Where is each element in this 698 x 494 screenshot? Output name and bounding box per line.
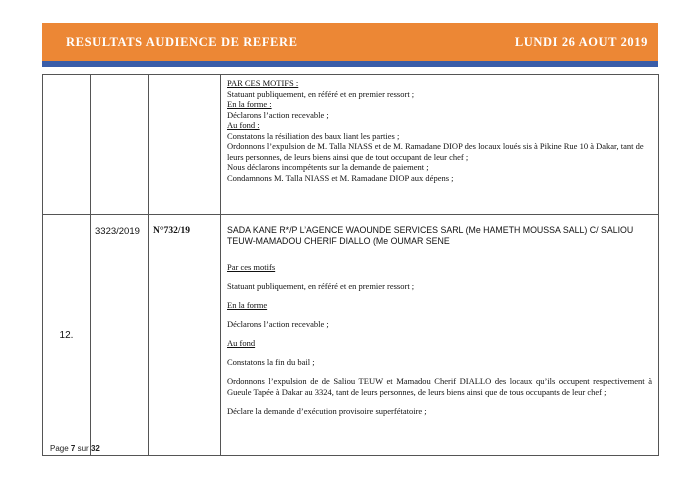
hearing-date: LUNDI 26 AOUT 2019 <box>514 34 648 49</box>
decision-text-cell <box>221 75 659 215</box>
decision-line: Ordonnons l’expulsion de de Saliou TEUW et Mamadou Cherif DIALLO des locaux qu’ils occupent respectivement à Gueule Tapée à Dakar au 3324, tant de leurs personnes, de leurs biens ainsi que de tous occupants de leur chef ; <box>227 376 652 397</box>
header-rule <box>42 61 658 67</box>
case-number-cell: 12. <box>43 215 91 456</box>
decision-line: Ordonnons l’expulsion de M. Talla NIASS et de M. Ramadane DIOP des locaux loués sis à Pikine Rue 10 à Dakar, tant de leurs personnes, de leurs biens ainsi que de tout occupant de leur chef ; <box>227 141 644 162</box>
footer-prefix: Page <box>50 444 69 453</box>
decision-line: Déclarons l’action recevable ; <box>227 109 329 120</box>
role-number-cell: 3323/2019 <box>91 215 149 456</box>
decision-line: Statuant publiquement, en référé et en premier ressort ; <box>227 281 415 291</box>
section-heading: PAR CES MOTIFS : <box>227 78 299 88</box>
decision-line: Constatons la fin du bail ; <box>227 357 315 367</box>
results-table <box>42 74 659 456</box>
footer-sep: sur <box>77 444 89 453</box>
ordonnance-number-cell: N°732/19 <box>149 215 221 456</box>
page-title: RESULTATS AUDIENCE DE REFERE <box>66 34 298 49</box>
header-banner <box>42 23 658 61</box>
decision-line: Constatons la résiliation des baux liant les parties ; <box>227 130 400 141</box>
section-heading: Au fond <box>227 338 256 348</box>
section-heading: Par ces motifs <box>227 262 276 272</box>
decision-line: Déclare la demande d’exécution provisoire superfétatoire ; <box>227 405 427 416</box>
current-page: 7 <box>70 444 76 453</box>
total-pages: 32 <box>90 444 100 453</box>
decision-line: Condamnons M. Talla NIASS et M. Ramadane DIOP aux dépens ; <box>227 172 454 183</box>
decision-line: Statuant publiquement, en référé et en premier ressort ; <box>227 88 415 99</box>
table-row <box>43 75 659 215</box>
section-heading: En la forme : <box>227 99 272 109</box>
page-footer <box>50 444 100 453</box>
ordonnance-number-cell <box>149 75 221 215</box>
case-number-cell <box>43 75 91 215</box>
case-parties: SADA KANE R*/P L’AGENCE WAOUNDE SERVICES SARL (Me HAMETH MOUSSA SALL) C/ SALIOU TEUW-MAMADOU CHERIF DIALLO (Me OUMAR SENE <box>227 225 634 246</box>
decision-line: Nous déclarons incompétents sur la demande de paiement ; <box>227 162 429 172</box>
decision-line: Déclarons l’action recevable ; <box>227 319 329 329</box>
table-row <box>43 215 659 456</box>
decision-text-cell <box>221 215 659 456</box>
section-heading: Au fond : <box>227 120 260 130</box>
role-number-cell <box>91 75 149 215</box>
section-heading: En la forme <box>227 300 268 310</box>
